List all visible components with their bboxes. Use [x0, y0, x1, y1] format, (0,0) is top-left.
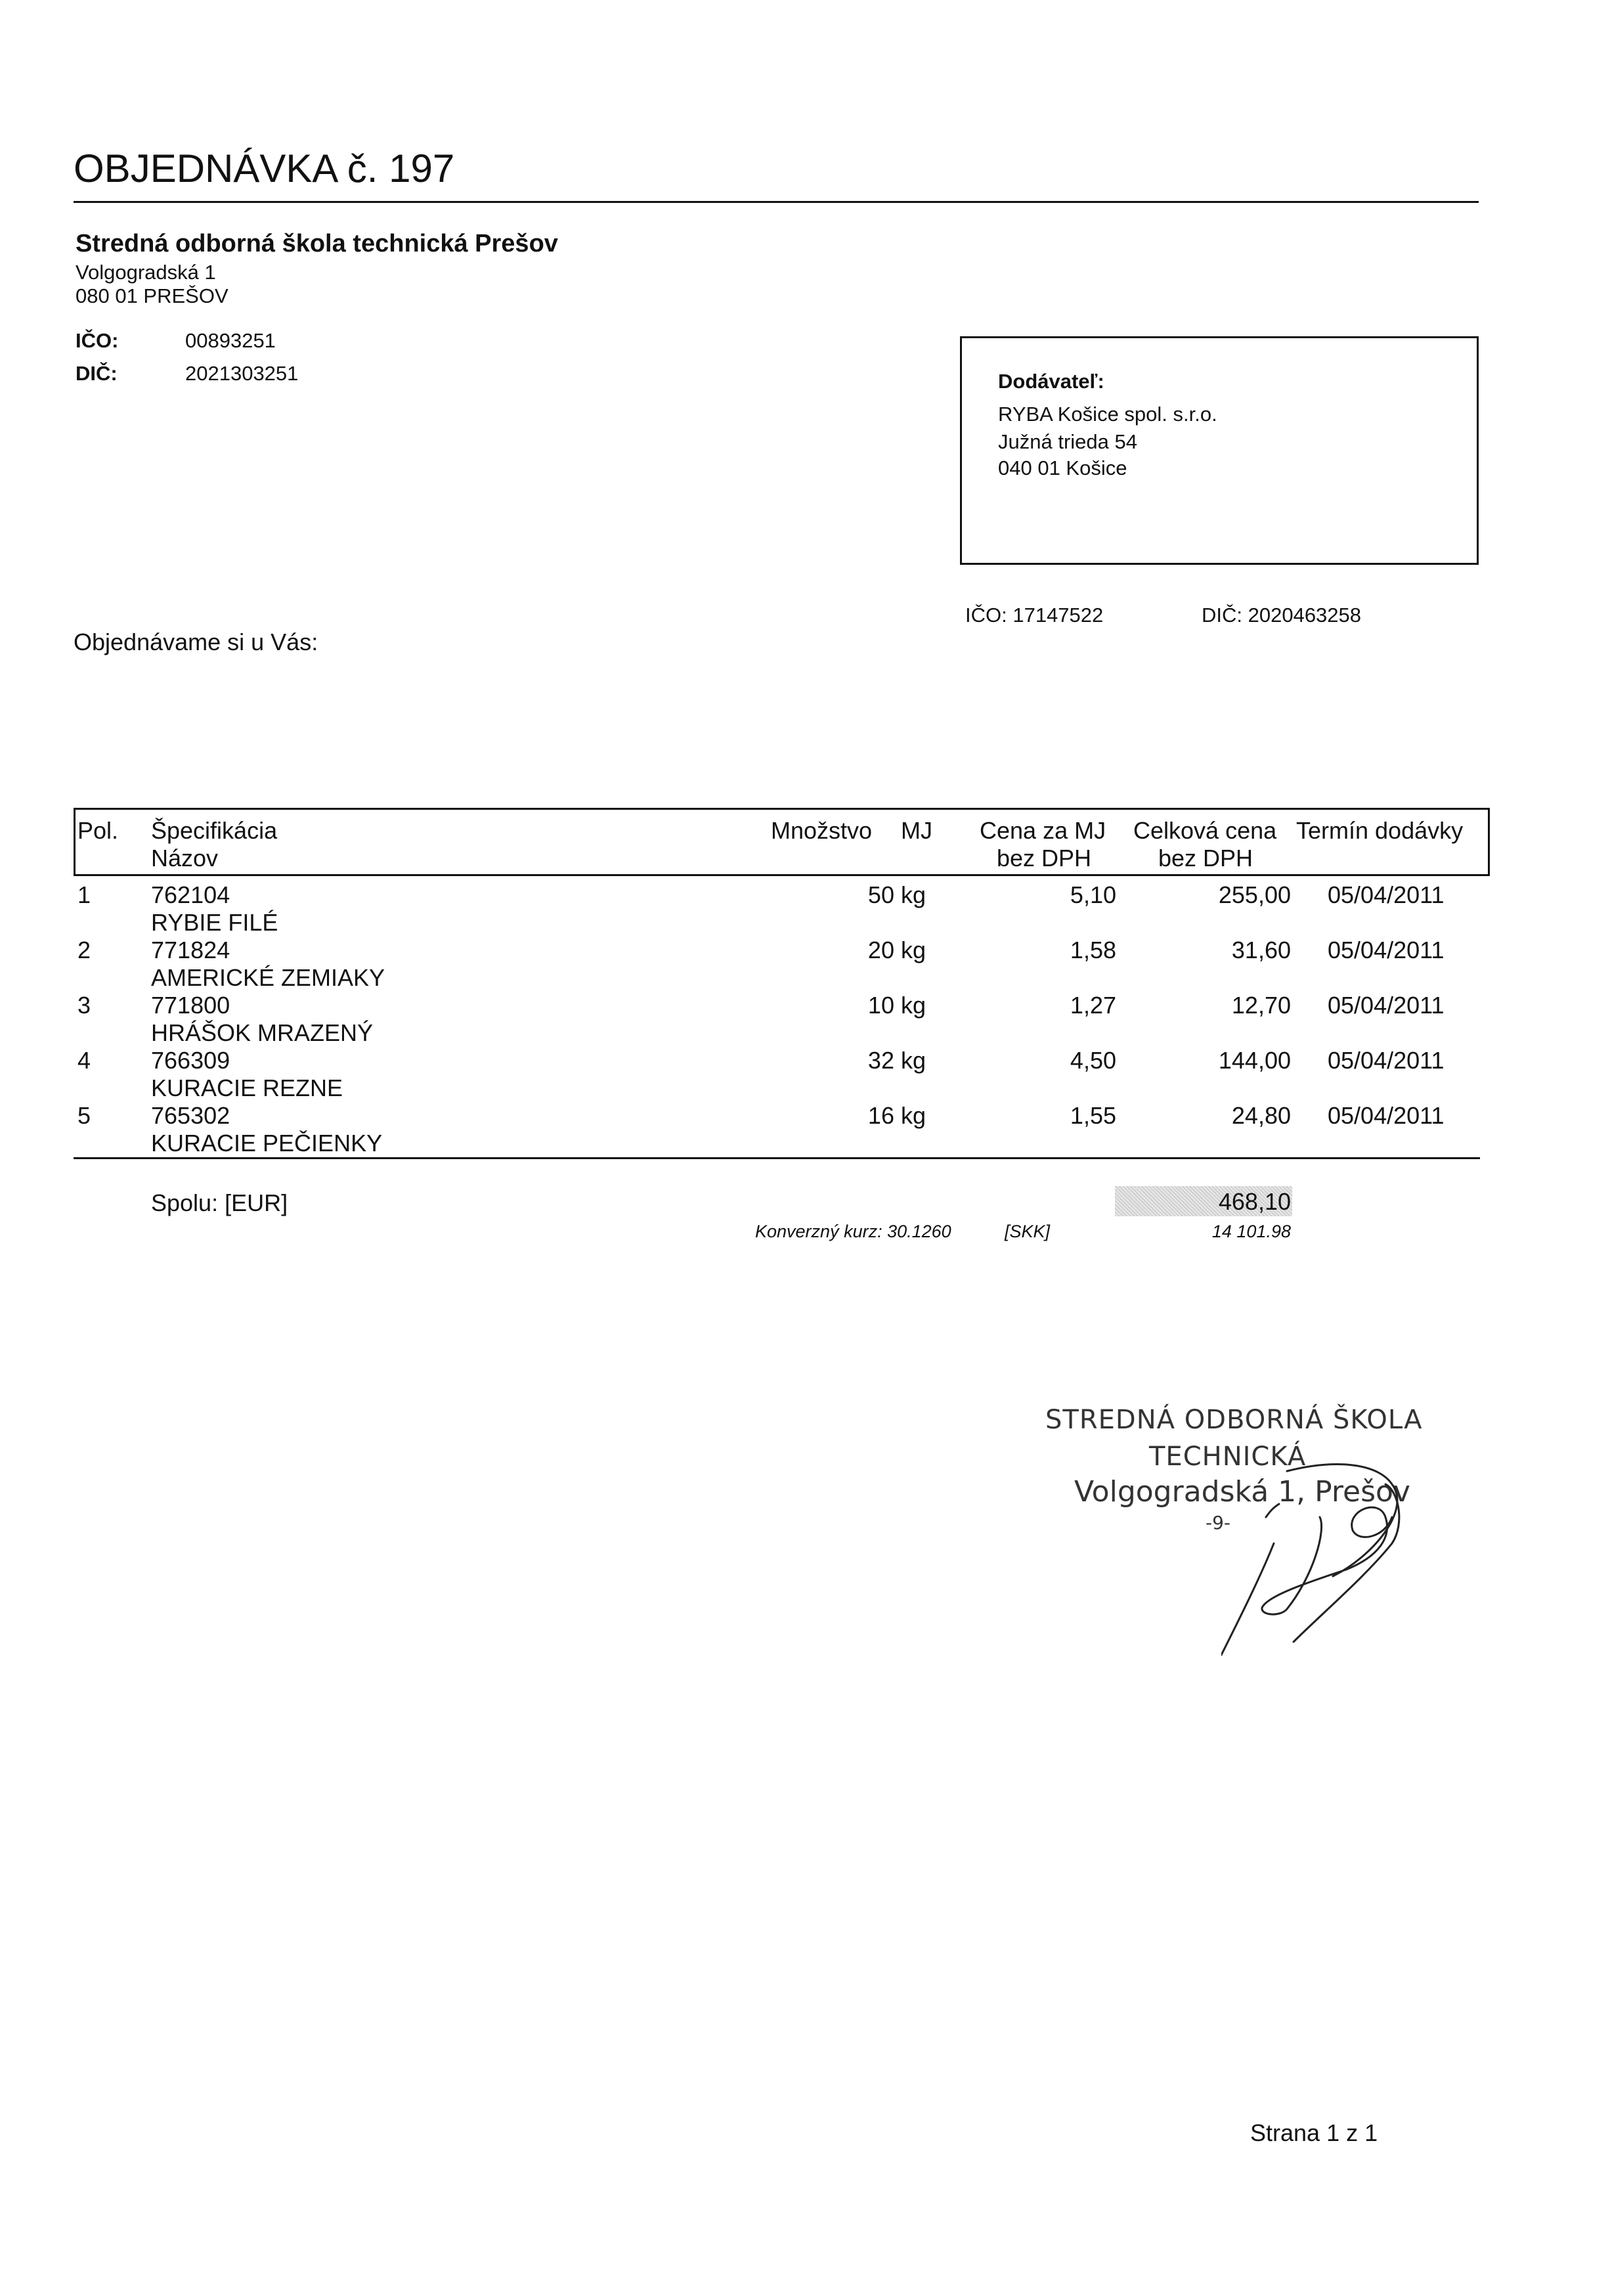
stamp-line-address: Volgogradská 1, Prešov	[1074, 1475, 1410, 1509]
row-total: 24,80	[1231, 1102, 1291, 1129]
signature-stroke	[1262, 1507, 1392, 1614]
buyer-city: 080 01 PREŠOV	[76, 284, 228, 307]
stamp-line-number: -9-	[1206, 1512, 1231, 1534]
row-pol: 4	[77, 1047, 91, 1074]
row-unit-price: 1,55	[1070, 1102, 1116, 1129]
supplier-city: 040 01 Košice	[998, 456, 1127, 479]
row-total: 144,00	[1218, 1047, 1291, 1074]
intro-text: Objednávame si u Vás:	[74, 629, 318, 655]
total-eur-value: 468,10	[1218, 1188, 1291, 1215]
supplier-name: RYBA Košice spol. s.r.o.	[998, 403, 1217, 426]
row-name: KURACIE PEČIENKY	[151, 1130, 383, 1157]
header-celkova: Celková cena	[1133, 817, 1277, 844]
buyer-dic-value: 2021303251	[185, 362, 299, 385]
header-mj: MJ	[901, 817, 932, 844]
header-termin: Termín dodávky	[1296, 817, 1464, 844]
row-qty: 50 kg	[867, 881, 926, 908]
total-label: Spolu: [EUR]	[151, 1189, 288, 1216]
row-date: 05/04/2011	[1328, 1102, 1445, 1129]
row-unit-price: 5,10	[1070, 881, 1116, 908]
row-name: RYBIE FILÉ	[151, 909, 278, 936]
header-cena-mj-sub: bez DPH	[997, 845, 1092, 872]
row-name: HRÁŠOK MRAZENÝ	[151, 1019, 374, 1046]
header-mnozstvo: Množstvo	[771, 817, 873, 844]
row-qty: 10 kg	[867, 992, 926, 1019]
row-date: 05/04/2011	[1328, 881, 1445, 908]
row-pol: 1	[77, 881, 91, 908]
buyer-ico-value: 00893251	[185, 329, 276, 352]
signature-stroke	[1294, 1484, 1399, 1642]
row-qty: 32 kg	[867, 1047, 926, 1074]
row-total: 12,70	[1231, 992, 1291, 1019]
row-name: KURACIE REZNE	[151, 1074, 343, 1101]
stamp-line-technical: TECHNICKÁ	[1149, 1442, 1307, 1472]
row-total: 31,60	[1231, 937, 1291, 963]
signature-stroke	[1221, 1543, 1274, 1655]
row-code: 762104	[151, 881, 230, 908]
supplier-ico: IČO: 17147522	[965, 604, 1104, 627]
supplier-street: Južná trieda 54	[998, 430, 1137, 453]
table-bottom-divider	[74, 1157, 1480, 1159]
header-cena-mj: Cena za MJ	[980, 817, 1106, 844]
row-pol: 3	[77, 992, 91, 1019]
signature-icon	[1221, 1445, 1497, 1668]
buyer-name: Stredná odborná škola technická Prešov	[76, 230, 558, 257]
row-unit-price: 1,27	[1070, 992, 1116, 1019]
row-name: AMERICKÉ ZEMIAKY	[151, 964, 385, 991]
supplier-heading: Dodávateľ:	[998, 370, 1104, 393]
document-title: OBJEDNÁVKA č. 197	[74, 146, 455, 190]
signature-stroke	[1287, 1465, 1397, 1576]
row-total: 255,00	[1218, 881, 1291, 908]
conversion-rate-label: Konverzný kurz: 30.1260	[755, 1222, 951, 1241]
header-nazov: Názov	[151, 845, 219, 872]
row-code: 771800	[151, 992, 230, 1019]
row-date: 05/04/2011	[1328, 992, 1445, 1019]
page-number: Strana 1 z 1	[1250, 2119, 1378, 2146]
title-divider	[74, 201, 1479, 203]
row-date: 05/04/2011	[1328, 1047, 1445, 1074]
row-code: 766309	[151, 1047, 230, 1074]
header-spec: Špecifikácia	[151, 817, 278, 844]
row-pol: 5	[77, 1102, 91, 1129]
stamp-line-school: STREDNÁ ODBORNÁ ŠKOLA	[1045, 1405, 1423, 1435]
total-skk-value: 14 101.98	[1211, 1222, 1291, 1241]
row-code: 765302	[151, 1102, 230, 1129]
buyer-ico-label: IČO:	[76, 329, 119, 352]
buyer-street: Volgogradská 1	[76, 261, 216, 284]
header-celkova-sub: bez DPH	[1158, 845, 1253, 872]
header-pol: Pol.	[77, 817, 119, 844]
buyer-dic-label: DIČ:	[76, 362, 118, 385]
signature-stroke	[1266, 1504, 1279, 1517]
row-qty: 16 kg	[867, 1102, 926, 1129]
row-unit-price: 4,50	[1070, 1047, 1116, 1074]
supplier-dic: DIČ: 2020463258	[1202, 604, 1362, 627]
row-date: 05/04/2011	[1328, 937, 1445, 963]
skk-label: [SKK]	[1005, 1222, 1051, 1241]
row-code: 771824	[151, 937, 230, 963]
row-pol: 2	[77, 937, 91, 963]
row-unit-price: 1,58	[1070, 937, 1116, 963]
row-qty: 20 kg	[867, 937, 926, 963]
